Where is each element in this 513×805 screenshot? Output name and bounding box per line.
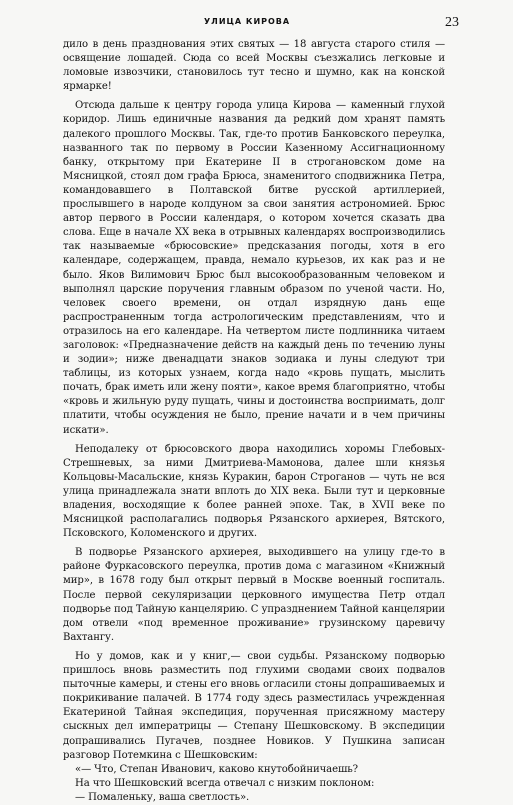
- dialogue-line: На что Шешковский всегда отвечал с низким поклоном:: [75, 777, 375, 789]
- dialogue-line: — Помаленьку, ваша светлость».: [75, 791, 250, 803]
- paragraph: Но у домов, как и у книг,— свои судьбы. Рязанскому подворью пришлось вновь разместить под глухими сводами своих подвалов пыточные камеры, и стены его вновь огласили стоны допрашиваемых и покрикивание палачей. В 1774 году здесь разместилась учрежденная Екатериной Тайная экспедиция, порученная присяжному мастеру сыскных дел императрицы — Степану Шешковскому. В экспедиции допрашивались Пугачев, позднее Новиков. У Пушкина записан разговор Потемкина с Шешковским:: [63, 650, 445, 761]
- dialogue-line: «— Что, Степан Иванович, каково кнутобойничаешь?: [75, 763, 358, 775]
- running-head: УЛИЦА КИРОВА: [204, 17, 291, 26]
- body-text: [63, 38, 445, 805]
- paragraph: Неподалеку от брюсовского двора находились хоромы Глебовых-Стрешневых, за ними Дмитриева-Мамонова, далее шли князья Кольцовы-Масальские, князь Куракин, барон Строганов — чуть не вся улица принадлежала знати вплоть до XIX века. Были тут и церковные владения, восходящие к более ранней эпохе. Так, в XVII веке по Мясницкой располагались подворья Рязанского архиерея, Вятского, Псковского, Коломенского и других.: [63, 443, 445, 540]
- page-number: 23: [445, 15, 459, 30]
- paragraph: Отсюда дальше к центру города улица Кирова — каменный глухой коридор. Лишь единичные названия да редкий дом хранят память далекого прошлого Москвы. Так, где-то против Банковского переулка, названного так по первому в России Казенному Ассигнационному банку, открытому при Екатерине II в строгановском доме на Мясницкой, стоял дом графа Брюса, знаменитого сподвижника Петра, командовавшего в Полтавской битве русской артиллерией, прослывшего в народе колдуном за свои занятия астрономией. Брюс автор первого в России календаря, о котором хочется сказать два слова. Еще в начале XX века в отрывных календарях воспроизводились так называемые «брюсовские» предсказания погоды, хотя в его календаре, содержащем, правда, немало курьезов, их как раз и не было. Яков Вилимович Брюс был высокообразованным человеком и выполнял царские поручения главным образом по ученой части. Но, человек своего времени, он отдал изрядную дань еще распространенным тогда астрологическим представлениям, что и отразилось на его календаре. На четвертом листе подлинника читаем заголовок: «Предназначение действ на каждый день по течению луны и зодии»; ниже двенадцати знаков зодиака и луны следуют три таблицы, из которых узнаем, когда надо «кровь пущать, мыслить почать, брак иметь или жену пояти», какое время благоприятно, чтобы «кровь и жильную руду пущать, чины и достоинства восприимать, долг платити, чтобы осуждения не было, прение начати и в чем причины искати».: [63, 100, 445, 436]
- paragraph: В подворье Рязанского архиерея, выходившего на улицу где-то в районе Фуркасовского переулка, против дома с магазином «Книжный мир», в 1678 году был открыт первый в Москве военный госпиталь. После первой секуляризации церковного имущества Петр отдал подворье под Тайную канцелярию. С упразднением Тайной канцелярии дом отвели «под временное проживание» грузинскому царевичу Вахтангу.: [63, 547, 445, 643]
- paragraph: дило в день празднования этих святых — 18 августа старого стиля — освящение лошадей. Сюда со всей Москвы съезжались легковые и ломовые извозчики, становилось тут тесно и шумно, как на конской ярмарке!: [63, 39, 445, 93]
